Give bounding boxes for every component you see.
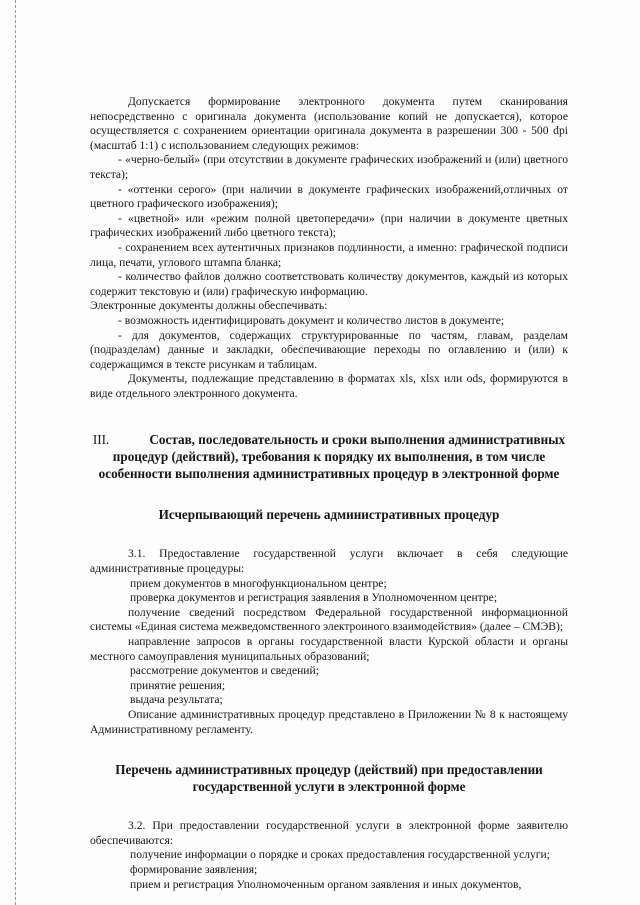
procedure-item-7: выдача результата; bbox=[130, 693, 223, 707]
ensure-item-2: - для документов, содержащих структурированные по частям, главам, разделам (подразделам) данные и закладки, обеспечивающие переходы по оглавлению и (или) к содержащимся в тексте рисункам и таблицам. bbox=[90, 328, 568, 371]
mode-item-1: - «черно-белый» (при отсутствии в документе графических изображений и (или) цветного текста); bbox=[90, 153, 568, 181]
procedures-description: Описание административных процедур представлено в Приложении № 8 к настоящему Административному регламенту. bbox=[90, 708, 568, 736]
procedure-item-6: принятие решения; bbox=[130, 678, 226, 692]
section-heading bbox=[90, 431, 568, 482]
formats-paragraph: Документы, подлежащие представлению в форматах xls, xlsx или ods, формируются в виде отдельного электронного документа. bbox=[90, 372, 568, 400]
ensure-item-1: - возможность идентифицировать документ и количество листов в документе; bbox=[118, 313, 505, 327]
procedure-item-5: рассмотрение документов и сведений; bbox=[130, 664, 319, 678]
electronic-item-2: формирование заявления; bbox=[130, 862, 258, 876]
mode-item-3: - «цветной» или «режим полной цветопередачи» (при наличии в документе цветных графических изображений либо цветного текста); bbox=[90, 211, 568, 240]
page-content bbox=[90, 95, 568, 892]
electronic-item-3: прием и регистрация Уполномоченным органом заявления и иных документов, bbox=[130, 877, 522, 891]
subsection-2-heading: Перечень административных процедур (действий) при предоставлении государственной услуги в электронной форме bbox=[115, 762, 543, 795]
electronic-item-1: получение информации о порядке и сроках предоставления государственной услуги; bbox=[130, 848, 550, 862]
procedure-item-2: проверка документов и регистрация заявления в Уполномоченном центре; bbox=[130, 591, 498, 605]
clause-3-1: 3.1. Предоставление государственной услуги включает в себя следующие административные процедуры: bbox=[90, 547, 568, 576]
procedure-item-1: прием документов в многофункциональном центре; bbox=[130, 576, 387, 590]
scan-edge-line bbox=[15, 0, 16, 905]
clause-3-2: 3.2. При предоставлении государственной услуги в электронной форме заявителю обеспечиваются: bbox=[90, 819, 568, 847]
procedure-item-4: направление запросов в органы государственной власти Курской области и органы местного самоуправления муниципальных образований; bbox=[90, 635, 568, 663]
ensure-paragraph: Электронные документы должны обеспечивать: bbox=[90, 299, 328, 313]
section-title: Состав, последовательность и сроки выполнения административных процедур (действий), требования к порядку их выполнения, в том числе особенности выполнения административных процедур в электронной форме bbox=[98, 432, 566, 482]
subsection-1-heading: Исчерпывающий перечень административных процедур bbox=[158, 507, 500, 523]
mode-item-5: - количество файлов должно соответствовать количеству документов, каждый из которых содержит текстовую и (или) графическую информацию. bbox=[90, 270, 568, 298]
procedure-item-3: получение сведений посредством Федеральной государственной информационной системы «Единая система межведомственного электроиного взаимодействия» (далее – СМЭВ); bbox=[90, 605, 568, 634]
mode-item-2: - «оттенки серого» (при наличии в документе графических изображений,отличных от цветного графического изображения); bbox=[90, 182, 568, 211]
section-number: III. bbox=[92, 432, 110, 448]
mode-item-4: - сохранением всех аутентичных признаков подлинности, а именно: графической подписи лица, печати, углового штампа бланка; bbox=[90, 240, 568, 269]
intro-paragraph: Допускается формирование электронного документа путем сканирования непосредственно с оригинала документа (использование копий не допускается), которое осуществляется с сохранением ориентации оригинала документа в разрешении 300 - 500 dpi (масштаб 1:1) с использованием следующих режимов: bbox=[90, 95, 568, 152]
